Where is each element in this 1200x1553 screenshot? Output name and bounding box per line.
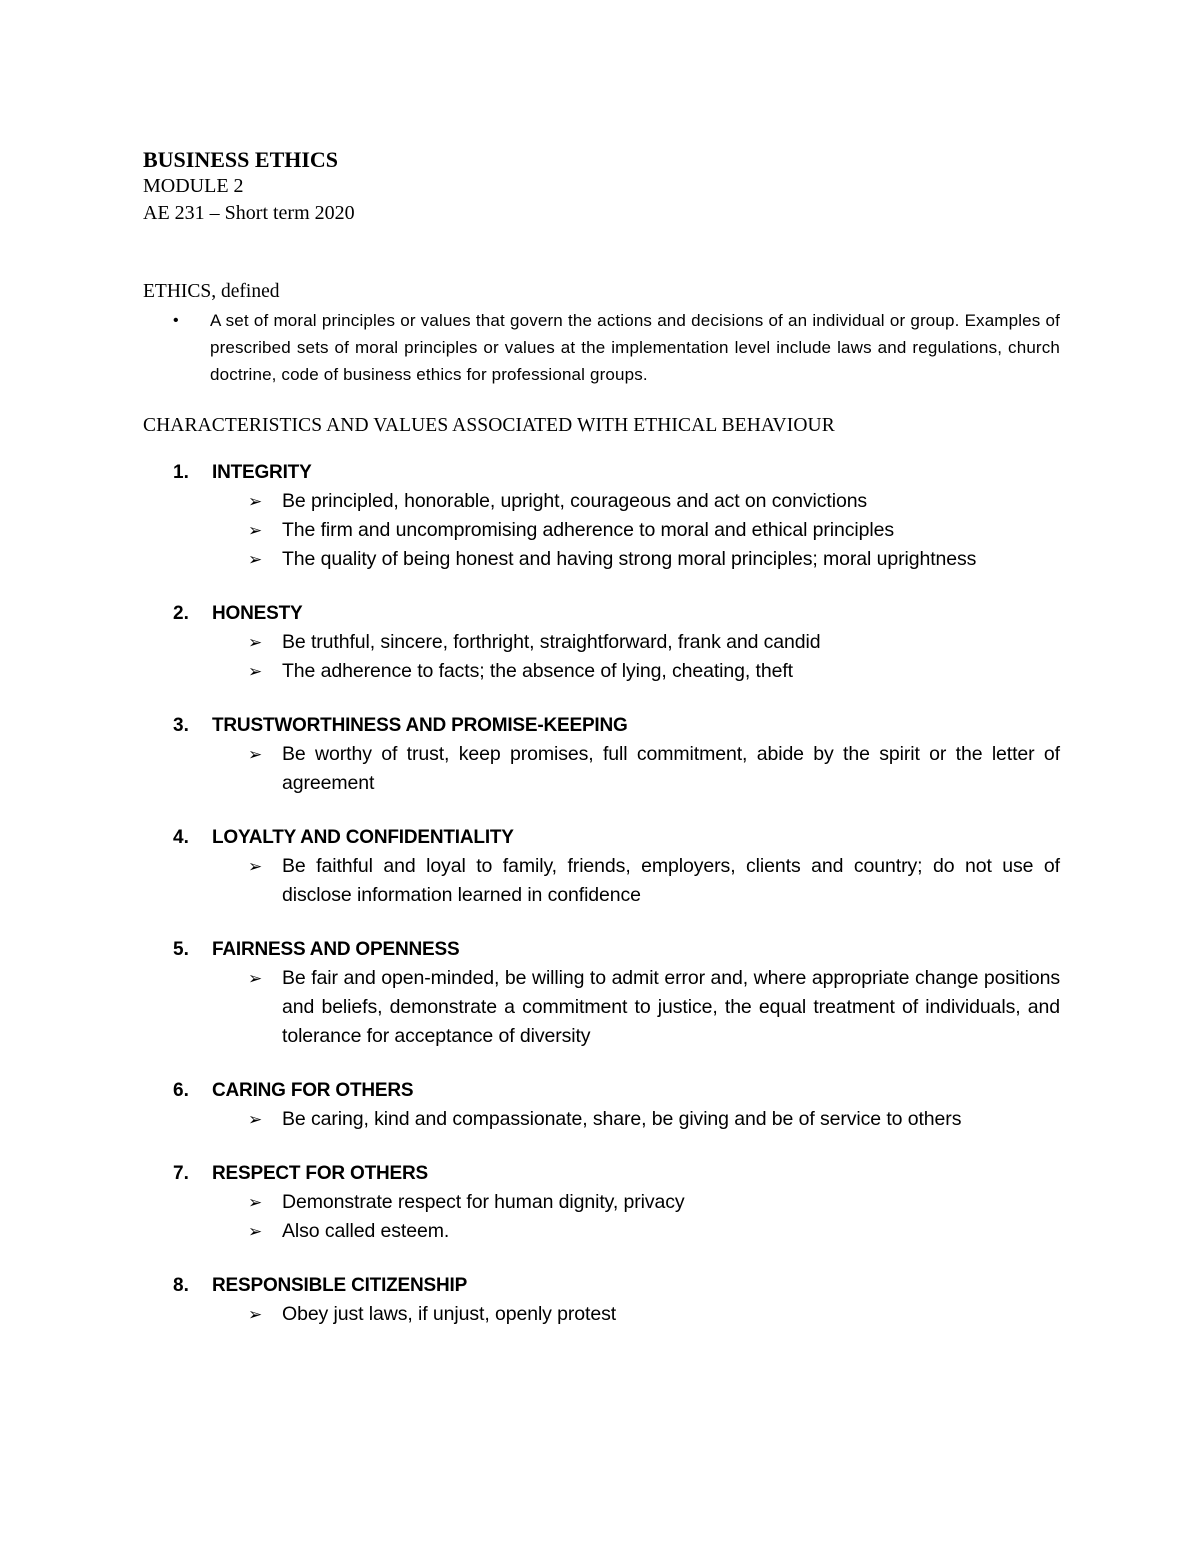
- item-point: [248, 740, 1060, 798]
- ethics-heading: [143, 279, 1060, 305]
- item-number-cell: [143, 711, 212, 740]
- item-number: 5.: [173, 939, 189, 960]
- item-point-text: Also called esteem.: [282, 1220, 450, 1242]
- item-point: [248, 1105, 1060, 1134]
- list-item: [143, 1271, 1060, 1329]
- item-number: 3.: [173, 715, 189, 736]
- item-heading: [143, 711, 1060, 740]
- item-point: [248, 964, 1060, 1051]
- item-point: [248, 545, 1060, 574]
- item-number-cell: [143, 1271, 212, 1300]
- item-number: 4.: [173, 827, 189, 848]
- item-point: [248, 1188, 1060, 1217]
- item-point: [248, 516, 1060, 545]
- item-number: 2.: [173, 603, 189, 624]
- item-number-cell: [143, 1159, 212, 1188]
- document-title: BUSINESS ETHICS: [143, 147, 339, 172]
- item-title: INTEGRITY: [212, 462, 312, 483]
- list-item: [143, 711, 1060, 798]
- arrow-bullet-icon: ➢: [248, 1193, 263, 1212]
- arrow-bullet-icon: ➢: [248, 1222, 263, 1241]
- item-heading: [143, 458, 1060, 487]
- bullet-dot-icon: •: [173, 312, 179, 329]
- item-point: [248, 628, 1060, 657]
- item-title: RESPECT FOR OTHERS: [212, 1163, 428, 1184]
- arrow-bullet-icon: ➢: [248, 745, 263, 764]
- item-point: [248, 852, 1060, 910]
- item-number: 6.: [173, 1080, 189, 1101]
- item-heading: [143, 823, 1060, 852]
- item-title: RESPONSIBLE CITIZENSHIP: [212, 1275, 468, 1296]
- list-item: [143, 599, 1060, 686]
- item-heading: [143, 1076, 1060, 1105]
- item-number: 1.: [173, 462, 189, 483]
- item-point: [248, 657, 1060, 686]
- arrow-bullet-icon: ➢: [248, 521, 263, 540]
- item-point-text: Be fair and open-minded, be willing to admit error and, where appropriate change positions and beliefs, demonstrate a commitment to justice, the equal treatment of individuals, and tolerance for acceptance of diversity: [282, 967, 1060, 1047]
- item-point-text: Be caring, kind and compassionate, share, be giving and be of service to others: [282, 1108, 962, 1130]
- item-number-cell: [143, 823, 212, 852]
- arrow-bullet-icon: ➢: [248, 550, 263, 569]
- item-title: CARING FOR OTHERS: [212, 1080, 414, 1101]
- module-label: MODULE 2: [143, 175, 244, 197]
- item-point-text: The quality of being honest and having strong moral principles; moral uprightness: [282, 548, 977, 570]
- ethics-heading-text: ETHICS, defined: [143, 281, 280, 302]
- item-point-text: The firm and uncompromising adherence to moral and ethical principles: [282, 519, 894, 541]
- course-label: AE 231 – Short term 2020: [143, 202, 355, 224]
- item-title: LOYALTY AND CONFIDENTIALITY: [212, 827, 514, 848]
- item-title: FAIRNESS AND OPENNESS: [212, 939, 460, 960]
- list-item: [143, 1159, 1060, 1246]
- list-item: [143, 823, 1060, 910]
- item-point: [248, 1217, 1060, 1246]
- item-heading: [143, 1271, 1060, 1300]
- characteristics-heading: CHARACTERISTICS AND VALUES ASSOCIATED WITH ETHICAL BEHAVIOUR: [143, 415, 835, 436]
- arrow-bullet-icon: ➢: [248, 969, 263, 988]
- arrow-bullet-icon: ➢: [248, 1305, 263, 1324]
- item-point-text: Be truthful, sincere, forthright, straightforward, frank and candid: [282, 631, 821, 653]
- document-page: [143, 146, 1060, 1354]
- item-point-text: Obey just laws, if unjust, openly protest: [282, 1303, 617, 1325]
- item-number-cell: [143, 458, 212, 487]
- ethics-definition: [143, 307, 1060, 388]
- item-point-text: Demonstrate respect for human dignity, privacy: [282, 1191, 685, 1213]
- item-number: 8.: [173, 1275, 189, 1296]
- arrow-bullet-icon: ➢: [248, 633, 263, 652]
- list-item: [143, 458, 1060, 574]
- arrow-bullet-icon: ➢: [248, 857, 263, 876]
- item-point-text: Be faithful and loyal to family, friends, employers, clients and country; do not use of disclose information learned in confidence: [282, 855, 1060, 906]
- item-heading: [143, 1159, 1060, 1188]
- item-title: HONESTY: [212, 603, 303, 624]
- item-point: [248, 487, 1060, 516]
- item-heading: [143, 599, 1060, 628]
- item-point-text: Be principled, honorable, upright, courageous and act on convictions: [282, 490, 868, 512]
- arrow-bullet-icon: ➢: [248, 662, 263, 681]
- item-number-cell: [143, 935, 212, 964]
- list-item: [143, 935, 1060, 1051]
- item-point: [248, 1300, 1060, 1329]
- item-title: TRUSTWORTHINESS AND PROMISE-KEEPING: [212, 715, 628, 736]
- arrow-bullet-icon: ➢: [248, 492, 263, 511]
- item-number: 7.: [173, 1163, 189, 1184]
- item-heading: [143, 935, 1060, 964]
- item-point-text: The adherence to facts; the absence of lying, cheating, theft: [282, 660, 793, 682]
- item-point-text: Be worthy of trust, keep promises, full commitment, abide by the spirit or the letter of agreement: [282, 743, 1060, 794]
- list-item: [143, 1076, 1060, 1134]
- arrow-bullet-icon: ➢: [248, 1110, 263, 1129]
- ethics-definition-text: A set of moral principles or values that govern the actions and decisions of an individual or group. Examples of prescribed sets of moral principles or values at the implementation level include laws and regulations, church doctrine, code of business ethics for professional groups.: [210, 311, 1060, 384]
- characteristics-list: [143, 458, 1060, 1329]
- item-number-cell: [143, 599, 212, 628]
- item-number-cell: [143, 1076, 212, 1105]
